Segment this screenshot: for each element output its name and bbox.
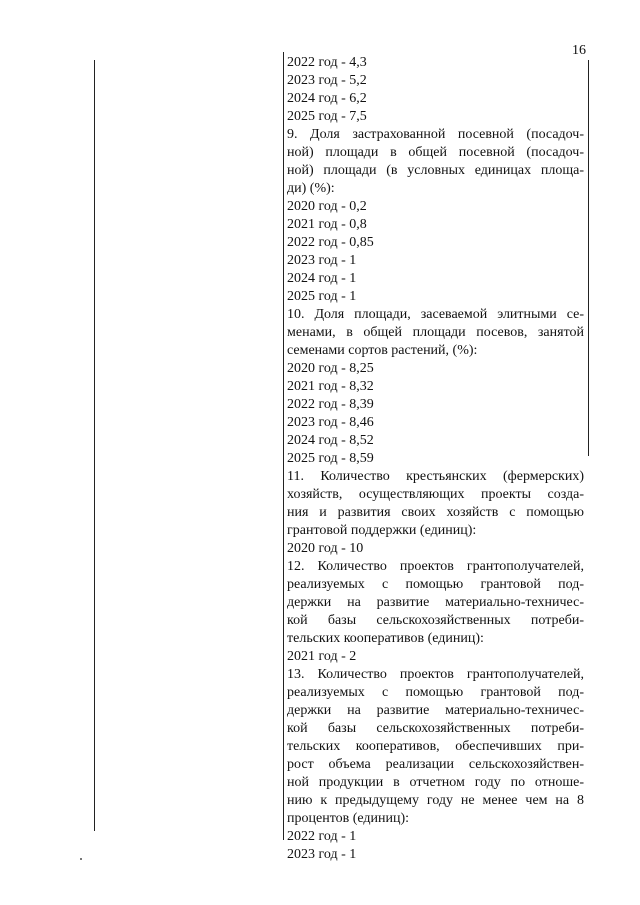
table-left-border (94, 60, 95, 831)
text-line: 2023 год - 8,46 (287, 415, 374, 430)
table-right-border (588, 60, 589, 456)
text-line: 2025 год - 7,5 (287, 109, 367, 124)
text-line: ной продукции в отчетном году по отноше- (287, 775, 584, 790)
text-line: 13. Количество проектов грантополучателей, (287, 667, 584, 682)
text-line: 2024 год - 8,52 (287, 433, 374, 448)
text-line: 2024 год - 6,2 (287, 91, 367, 106)
text-line: 2025 год - 8,59 (287, 451, 374, 466)
text-line: 2022 год - 0,85 (287, 235, 374, 250)
text-line: 2024 год - 1 (287, 271, 357, 286)
text-line: 2021 год - 0,8 (287, 217, 367, 232)
text-line: 9. Доля застрахованной посевной (посадоч- (287, 127, 584, 142)
indicator-text-cell (287, 54, 584, 864)
text-line: нию к предыдущему году не менее чем на 8 (287, 793, 584, 808)
text-line: 11. Количество крестьянских (фермерских) (287, 469, 584, 484)
text-line: семенами сортов растений, (%): (287, 343, 478, 358)
text-line: реализуемых с помощью грантовой под- (287, 577, 584, 592)
text-line: 2021 год - 8,32 (287, 379, 374, 394)
text-line: держки на развитие материально-техничес- (287, 703, 584, 718)
text-line: процентов (единиц): (287, 811, 410, 826)
text-line: грантовой поддержки (единиц): (287, 523, 477, 538)
text-line: реализуемых с помощью грантовой под- (287, 685, 584, 700)
text-line: 2022 год - 4,3 (287, 55, 367, 70)
text-line: ной) площади (в условных единицах площа- (287, 163, 584, 178)
page-number: 16 (572, 43, 586, 58)
text-line: 2023 год - 1 (287, 253, 357, 268)
text-line: ди) (%): (287, 181, 335, 196)
text-line: 2021 год - 2 (287, 649, 357, 664)
text-line: 10. Доля площади, засеваемой элитными се- (287, 307, 584, 322)
text-line: кой базы сельскохозяйственных потреби- (287, 613, 584, 628)
text-line: 2022 год - 1 (287, 829, 357, 844)
scan-speck (80, 858, 82, 860)
text-line: тельских кооперативов (единиц): (287, 631, 484, 646)
text-line: хозяйств, осуществляющих проекты созда- (287, 487, 584, 502)
text-line: 2020 год - 8,25 (287, 361, 374, 376)
text-line: 2020 год - 0,2 (287, 199, 367, 214)
text-line: 2023 год - 5,2 (287, 73, 367, 88)
table-column-divider (283, 52, 284, 840)
text-line: 2025 год - 1 (287, 289, 357, 304)
text-line: 2020 год - 10 (287, 541, 364, 556)
text-line: 2022 год - 8,39 (287, 397, 374, 412)
text-line: держки на развитие материально-техничес- (287, 595, 584, 610)
text-line: ния и развития своих хозяйств с помощью (287, 505, 584, 520)
text-line: ной) площади в общей посевной (посадоч- (287, 145, 584, 160)
text-line: кой базы сельскохозяйственных потреби- (287, 721, 584, 736)
text-line: менами, в общей площади посевов, занятой (287, 325, 584, 340)
text-line: тельских кооперативов, обеспечивших при- (287, 739, 584, 754)
text-line: 2023 год - 1 (287, 847, 357, 862)
text-line: рост объема реализации сельскохозяйствен- (287, 757, 584, 772)
text-line: 12. Количество проектов грантополучателей, (287, 559, 584, 574)
